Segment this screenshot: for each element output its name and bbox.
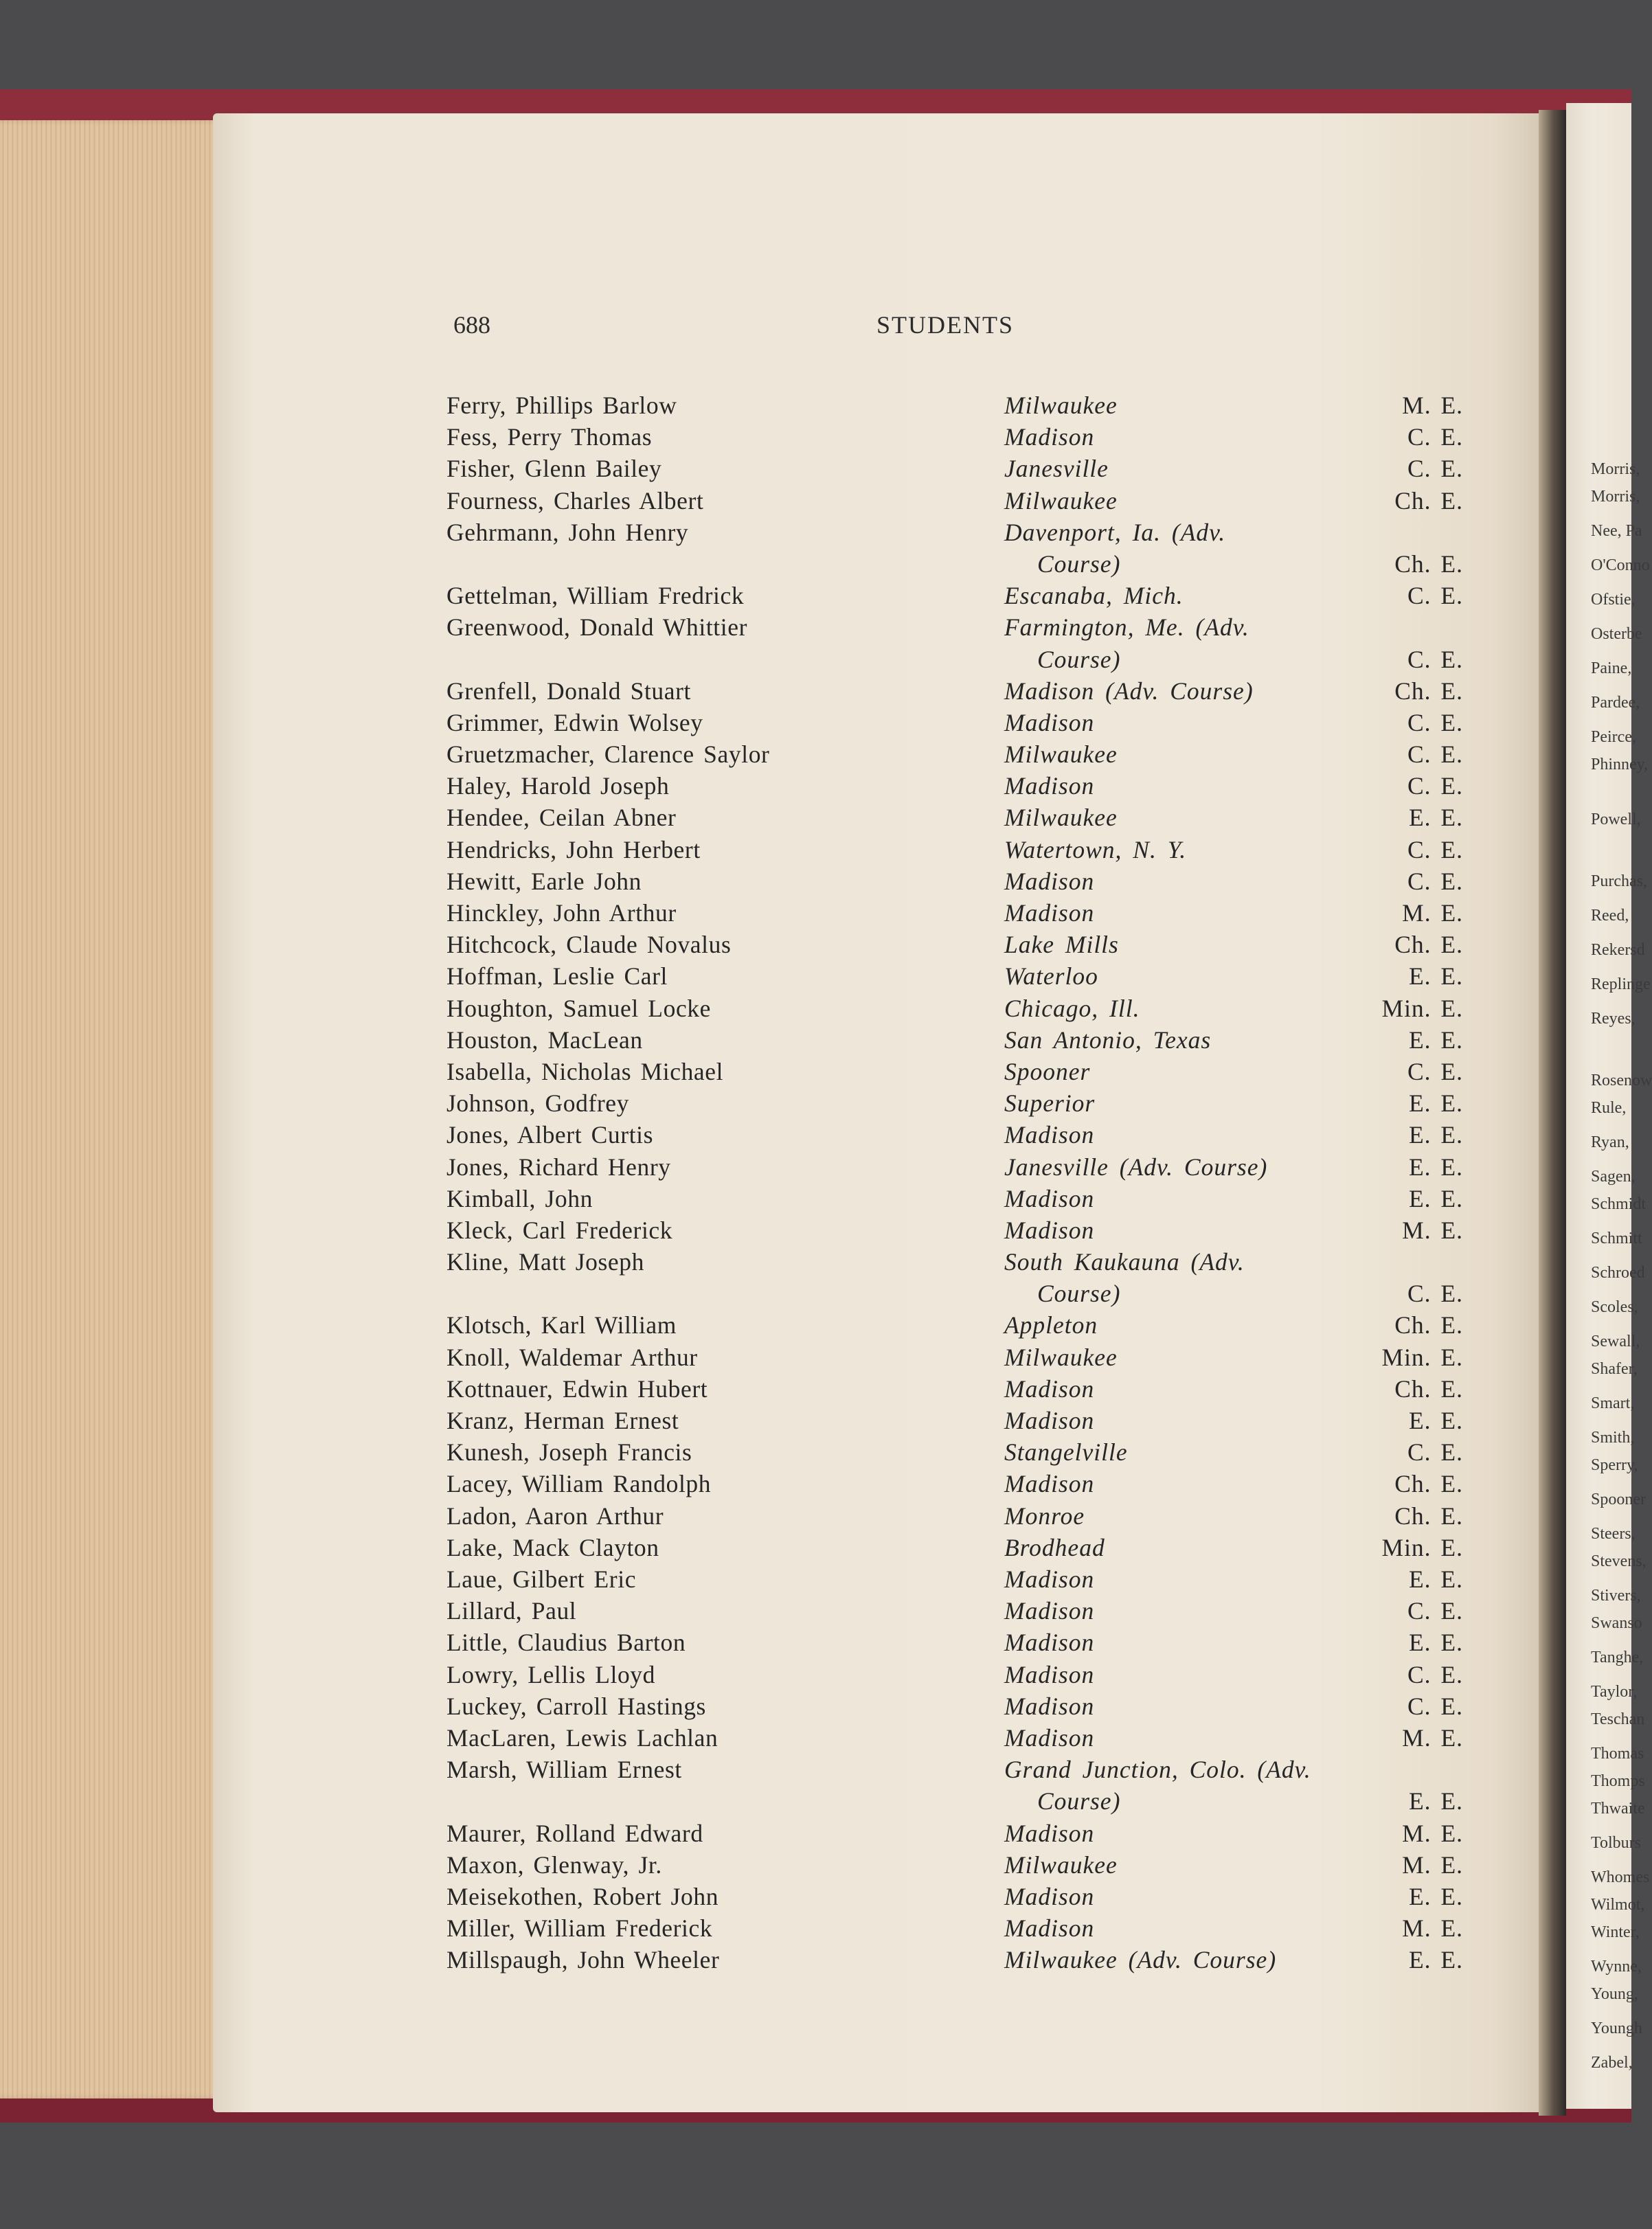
student-name: Fourness, Charles Albert: [446, 486, 704, 514]
student-name: Gehrmann, John Henry: [446, 518, 689, 546]
student-course: C. E.: [1407, 835, 1463, 863]
student-hometown: Madison: [1004, 1597, 1095, 1625]
student-course: E. E.: [1409, 1089, 1463, 1118]
facing-page-text: Smith,: [1591, 1429, 1635, 1447]
student-name: Laue, Gilbert Eric: [446, 1565, 637, 1593]
student-hometown: Milwaukee: [1004, 740, 1118, 769]
student-hometown: Waterloo: [1004, 962, 1098, 991]
student-name: MacLaren, Lewis Lachlan: [446, 1723, 718, 1752]
student-hometown: Madison: [1004, 1407, 1095, 1435]
student-course: E. E.: [1409, 1629, 1463, 1657]
student-course: Min. E.: [1381, 994, 1463, 1022]
student-entry: [446, 1405, 1463, 1436]
student-course: C. E.: [1407, 740, 1463, 769]
student-hometown-continued: Course): [1037, 645, 1121, 673]
facing-page-text: Morris,: [1591, 460, 1640, 478]
student-hometown: Madison: [1004, 1819, 1095, 1847]
student-course: C. E.: [1407, 423, 1463, 451]
student-name: Grenfell, Donald Stuart: [446, 677, 691, 705]
student-course: Ch. E.: [1394, 931, 1463, 959]
student-hometown: Madison (Adv. Course): [1004, 677, 1254, 705]
student-hometown-continued: Course): [1037, 1787, 1121, 1815]
facing-page-text: Wynne,: [1591, 1958, 1642, 1976]
student-name: Hitchcock, Claude Novalus: [446, 931, 732, 959]
student-course: C. E.: [1407, 1692, 1463, 1720]
facing-page-text: Schroed: [1591, 1264, 1645, 1282]
student-entry: [446, 1754, 1463, 1817]
running-head: STUDENTS: [876, 311, 1015, 339]
student-entry: [446, 1342, 1463, 1373]
student-course: Ch. E.: [1394, 1374, 1463, 1403]
student-entry: [446, 1595, 1463, 1627]
facing-page-text: Rekersd: [1591, 941, 1645, 959]
student-hometown: Davenport, Ia. (Adv.: [1004, 518, 1226, 546]
student-course: Ch. E.: [1394, 550, 1463, 578]
student-name: Kottnauer, Edwin Hubert: [446, 1374, 708, 1403]
student-name: Kline, Matt Joseph: [446, 1248, 644, 1276]
student-hometown: Monroe: [1004, 1502, 1085, 1530]
student-course: C. E.: [1407, 867, 1463, 895]
student-entry: [446, 580, 1463, 611]
student-entry: [446, 1468, 1463, 1500]
student-entry: [446, 1944, 1463, 1976]
student-course: C. E.: [1407, 645, 1463, 673]
student-hometown: Stangelville: [1004, 1438, 1128, 1467]
student-course: C. E.: [1407, 708, 1463, 736]
student-name: Fess, Perry Thomas: [446, 423, 653, 451]
student-course: C. E.: [1407, 1438, 1463, 1467]
facing-page-text: Morris,: [1591, 488, 1640, 506]
student-course: Ch. E.: [1394, 1502, 1463, 1530]
student-course: M. E.: [1402, 1914, 1463, 1943]
student-course: E. E.: [1409, 1153, 1463, 1181]
student-name: Kleck, Carl Frederick: [446, 1216, 673, 1244]
student-hometown: Milwaukee (Adv. Course): [1004, 1946, 1277, 1974]
student-entry: [446, 1087, 1463, 1119]
student-name: Grimmer, Edwin Wolsey: [446, 708, 703, 736]
student-entry: [446, 1373, 1463, 1405]
facing-page-text: Thomps: [1591, 1772, 1645, 1790]
student-course: E. E.: [1409, 1407, 1463, 1435]
student-hometown: Madison: [1004, 1565, 1095, 1593]
student-name: Lacey, William Randolph: [446, 1470, 712, 1498]
student-name: Ferry, Phillips Barlow: [446, 392, 677, 419]
student-course: C. E.: [1407, 1660, 1463, 1688]
student-hometown: Lake Mills: [1004, 931, 1119, 959]
student-name: Lillard, Paul: [446, 1597, 577, 1625]
student-entry: [446, 1500, 1463, 1532]
student-entry: [446, 897, 1463, 929]
student-entry: [446, 802, 1463, 833]
facing-page-text: Zabel,: [1591, 2054, 1633, 2072]
student-hometown: Madison: [1004, 1629, 1095, 1657]
student-course: Min. E.: [1381, 1343, 1463, 1371]
student-course: Ch. E.: [1394, 1470, 1463, 1498]
student-entry: [446, 1119, 1463, 1151]
student-course: Ch. E.: [1394, 1311, 1463, 1339]
student-course: Ch. E.: [1394, 677, 1463, 705]
student-entry: [446, 707, 1463, 738]
student-hometown: Madison: [1004, 1723, 1095, 1752]
facing-page-text: Sagen,: [1591, 1168, 1636, 1186]
student-hometown: Milwaukee: [1004, 1851, 1118, 1879]
student-name: Knoll, Waldemar Arthur: [446, 1343, 698, 1371]
student-entry: [446, 738, 1463, 770]
student-entry: [446, 1056, 1463, 1087]
facing-page-text: Schmidt: [1591, 1195, 1647, 1213]
facing-page-text: Teschan: [1591, 1710, 1645, 1728]
student-course: Min. E.: [1381, 1533, 1463, 1561]
student-hometown: Madison: [1004, 899, 1095, 927]
student-course: M. E.: [1402, 392, 1463, 419]
student-hometown: Madison: [1004, 1374, 1095, 1403]
student-name: Maxon, Glenway, Jr.: [446, 1851, 662, 1879]
student-hometown: Milwaukee: [1004, 804, 1118, 832]
facing-page-text: Sewall,: [1591, 1333, 1640, 1350]
student-hometown: Spooner: [1004, 1057, 1091, 1085]
student-name: Kunesh, Joseph Francis: [446, 1438, 692, 1467]
student-hometown: Milwaukee: [1004, 486, 1118, 514]
student-hometown: Madison: [1004, 1914, 1095, 1943]
facing-page-fragment: [1566, 103, 1652, 2109]
student-course: M. E.: [1402, 1723, 1463, 1752]
student-course: E. E.: [1409, 1121, 1463, 1149]
student-hometown: Escanaba, Mich.: [1004, 582, 1184, 610]
student-entry: [446, 1309, 1463, 1341]
student-name: Hinckley, John Arthur: [446, 899, 677, 927]
student-entry: [446, 993, 1463, 1024]
student-name: Haley, Harold Joseph: [446, 772, 670, 800]
student-course: E. E.: [1409, 1565, 1463, 1593]
student-name: Gettelman, William Fredrick: [446, 582, 745, 610]
student-name: Kranz, Herman Ernest: [446, 1407, 679, 1435]
facing-page-text: Wilmot,: [1591, 1896, 1645, 1914]
student-entry: [446, 1912, 1463, 1944]
student-name: Kimball, John: [446, 1184, 593, 1212]
student-name: Marsh, William Ernest: [446, 1756, 682, 1784]
facing-page-text: Rule,: [1591, 1099, 1627, 1117]
student-name: Miller, William Frederick: [446, 1914, 713, 1943]
student-hometown: Milwaukee: [1004, 392, 1118, 419]
facing-page-text: Winter,: [1591, 1923, 1640, 1941]
facing-page-text: Young,: [1591, 1985, 1638, 2003]
student-entry: [446, 1436, 1463, 1468]
student-name: Houston, MacLean: [446, 1026, 643, 1054]
facing-page-text: Reyes,: [1591, 1010, 1636, 1028]
student-entry: [446, 1151, 1463, 1183]
student-course: M. E.: [1402, 899, 1463, 927]
student-hometown-continued: Course): [1037, 1280, 1121, 1308]
student-name: Little, Claudius Barton: [446, 1629, 686, 1657]
student-course: M. E.: [1402, 1819, 1463, 1847]
facing-page-text: Shafer,: [1591, 1360, 1638, 1378]
student-name: Maurer, Rolland Edward: [446, 1819, 703, 1847]
student-entry: [446, 834, 1463, 865]
student-course: E. E.: [1409, 1787, 1463, 1815]
facing-page-text: Phinney,: [1591, 756, 1649, 773]
student-name: Isabella, Nicholas Michael: [446, 1057, 724, 1085]
student-course: E. E.: [1409, 1946, 1463, 1974]
facing-page-text: Powell,: [1591, 811, 1641, 828]
student-entry: [446, 421, 1463, 453]
student-entry: [446, 1849, 1463, 1881]
student-hometown: Chicago, Ill.: [1004, 994, 1140, 1022]
student-name: Hendee, Ceilan Abner: [446, 804, 677, 832]
student-hometown: Brodhead: [1004, 1533, 1105, 1561]
student-name: Millspaugh, John Wheeler: [446, 1946, 720, 1974]
student-entry: [446, 1722, 1463, 1754]
facing-page-text: Pardee,: [1591, 694, 1640, 712]
student-name: Hewitt, Earle John: [446, 867, 642, 895]
facing-page-text: Tanghe,: [1591, 1649, 1644, 1666]
student-name: Meisekothen, Robert John: [446, 1882, 719, 1910]
student-entry: [446, 517, 1463, 580]
facing-page-text: Scoles,: [1591, 1298, 1638, 1316]
student-hometown: Janesville: [1004, 455, 1109, 483]
student-hometown: Madison: [1004, 1692, 1095, 1720]
student-name: Johnson, Godfrey: [446, 1089, 630, 1118]
student-hometown: Madison: [1004, 1184, 1095, 1212]
student-entry: [446, 1024, 1463, 1056]
facing-page-text: Tolburs: [1591, 1834, 1641, 1852]
student-name: Hendricks, John Herbert: [446, 835, 701, 863]
facing-page-text: Sperry,: [1591, 1456, 1638, 1474]
student-entry: [446, 389, 1463, 421]
facing-page-text: Taylor,: [1591, 1683, 1638, 1701]
student-course: E. E.: [1409, 1184, 1463, 1212]
student-hometown: Appleton: [1004, 1311, 1098, 1339]
student-hometown: Madison: [1004, 867, 1095, 895]
student-course: C. E.: [1407, 772, 1463, 800]
student-hometown: Madison: [1004, 708, 1095, 736]
student-name: Luckey, Carroll Hastings: [446, 1692, 706, 1720]
page-header: [453, 310, 1449, 345]
student-hometown: Madison: [1004, 1121, 1095, 1149]
student-entry: [446, 960, 1463, 992]
facing-page-text: Stivers,: [1591, 1587, 1641, 1605]
student-name: Lake, Mack Clayton: [446, 1533, 659, 1561]
student-name: Lowry, Lellis Lloyd: [446, 1660, 656, 1688]
facing-page-text: Rosenow: [1591, 1072, 1652, 1089]
student-name: Ladon, Aaron Arthur: [446, 1502, 664, 1530]
student-entry: [446, 1532, 1463, 1563]
student-entry: [446, 1659, 1463, 1690]
student-hometown: Madison: [1004, 1470, 1095, 1498]
page-number: 688: [453, 311, 490, 339]
student-name: Gruetzmacher, Clarence Saylor: [446, 740, 770, 769]
student-hometown: Grand Junction, Colo. (Adv.: [1004, 1756, 1311, 1784]
student-name: Jones, Albert Curtis: [446, 1121, 654, 1149]
student-entry: [446, 1881, 1463, 1912]
facing-page-text: Purchas,: [1591, 872, 1647, 890]
page-block-edges: [0, 120, 237, 2098]
student-entry: [446, 453, 1463, 484]
student-entry: [446, 1183, 1463, 1214]
student-course: M. E.: [1402, 1851, 1463, 1879]
facing-page-text: Peirce,: [1591, 728, 1636, 746]
student-course: C. E.: [1407, 582, 1463, 610]
facing-page-text: Spooner: [1591, 1491, 1646, 1508]
student-entry: [446, 1690, 1463, 1722]
student-name: Hoffman, Leslie Carl: [446, 962, 668, 991]
student-course: Ch. E.: [1394, 486, 1463, 514]
student-course: E. E.: [1409, 1882, 1463, 1910]
student-hometown: South Kaukauna (Adv.: [1004, 1248, 1245, 1276]
student-entry: [446, 1214, 1463, 1246]
student-name: Greenwood, Donald Whittier: [446, 613, 747, 642]
student-course: C. E.: [1407, 455, 1463, 483]
facing-page-text: Thomas: [1591, 1745, 1644, 1763]
student-course: E. E.: [1409, 1026, 1463, 1054]
facing-page-text: Swanso: [1591, 1614, 1642, 1632]
student-list: [446, 389, 1463, 1976]
student-entry: [446, 1818, 1463, 1849]
facing-page-text: Ryan,: [1591, 1133, 1629, 1151]
student-hometown: San Antonio, Texas: [1004, 1026, 1212, 1054]
student-hometown: Madison: [1004, 423, 1095, 451]
facing-page-text: Thwaite: [1591, 1800, 1645, 1818]
facing-page-text: Osterbe: [1591, 625, 1642, 643]
student-entry: [446, 611, 1463, 675]
facing-page-text: Youngh: [1591, 2019, 1642, 2037]
student-hometown-continued: Course): [1037, 550, 1121, 578]
student-entry: [446, 865, 1463, 897]
facing-page-text: Smart,: [1591, 1394, 1635, 1412]
student-hometown: Milwaukee: [1004, 1343, 1118, 1371]
student-course: M. E.: [1402, 1216, 1463, 1244]
student-hometown: Farmington, Me. (Adv.: [1004, 613, 1249, 642]
student-course: E. E.: [1409, 804, 1463, 832]
student-hometown: Madison: [1004, 1660, 1095, 1688]
student-course: C. E.: [1407, 1280, 1463, 1308]
student-course: C. E.: [1407, 1597, 1463, 1625]
student-name: Jones, Richard Henry: [446, 1153, 671, 1181]
student-entry: [446, 675, 1463, 707]
student-entry: [446, 770, 1463, 802]
student-name: Houghton, Samuel Locke: [446, 994, 712, 1022]
student-hometown: Janesville (Adv. Course): [1004, 1153, 1268, 1181]
student-course: C. E.: [1407, 1057, 1463, 1085]
student-entry: [446, 929, 1463, 960]
student-entry: [446, 1627, 1463, 1658]
student-entry: [446, 1563, 1463, 1595]
facing-page-text: Paine,: [1591, 659, 1632, 677]
student-hometown: Superior: [1004, 1089, 1096, 1118]
facing-page-text: Reed,: [1591, 907, 1629, 925]
facing-page-text: Nee, Pa: [1591, 522, 1642, 540]
student-hometown: Watertown, N. Y.: [1004, 835, 1187, 863]
student-entry: [446, 1246, 1463, 1309]
facing-page-text: Replinge: [1591, 975, 1651, 993]
book-gutter: [1539, 110, 1566, 2116]
student-course: E. E.: [1409, 962, 1463, 991]
student-entry: [446, 485, 1463, 517]
student-hometown: Madison: [1004, 1882, 1095, 1910]
student-name: Fisher, Glenn Bailey: [446, 455, 662, 483]
facing-page-text: Ofstie,: [1591, 591, 1636, 609]
student-hometown: Madison: [1004, 772, 1095, 800]
student-name: Klotsch, Karl William: [446, 1311, 677, 1339]
facing-page-text: Whomes: [1591, 1868, 1650, 1886]
facing-page-text: Stevens,: [1591, 1552, 1647, 1570]
facing-page-text: Steers,: [1591, 1525, 1636, 1543]
facing-page-text: O'Conno: [1591, 556, 1650, 574]
student-hometown: Madison: [1004, 1216, 1095, 1244]
facing-page-text: Schmitt: [1591, 1230, 1642, 1247]
